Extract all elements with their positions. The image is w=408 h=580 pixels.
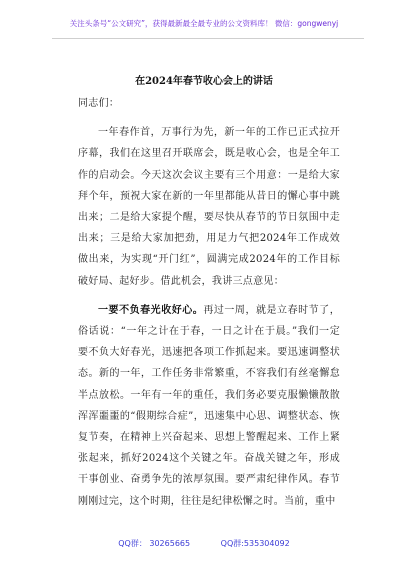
page-header-banner: 关注头条号“公文研究”，获得最新最全最专业的公文资料库！ 微信：gongwenyj — [69, 19, 339, 28]
qq-group-2: QQ群:535304092 — [220, 539, 290, 548]
page-footer — [0, 538, 408, 549]
section-1-heading: 一要不负春光收好心。 — [98, 304, 204, 316]
paragraph-section-1 — [78, 300, 340, 512]
section-1-body: 再过一周，就是立春时节了，俗话说：“一年之计在于春，一日之计在于晨。”我们一定要不负大好春光，迅速把各项工作抓起来。要迅速调整状态。新的一年，工作任务非常繁重，不容我们有丝毫懈怠半点放松。一年有一年的重任，我们务必要克服懒懒散散浑浑噩噩的“假期综合症”，迅速集中心思、调整状态、恢复节奏，在精神上兴奋起来、思想上警醒起来、工作上紧张起来，抓好2024这个关键之年。奋战关键之年，形成干事创业、奋勇争先的浓厚氛围。要严肃纪律作风。春节刚刚过完，这个时期，往往是纪律松懈之时。当前，重中 — [78, 304, 341, 507]
salutation: 同志们： — [78, 98, 120, 109]
header-divider — [52, 38, 364, 39]
document-body — [78, 93, 340, 512]
document-title: 在2024年春节收心会上的讲话 — [135, 76, 273, 87]
paragraph-intro: 一年春作首，万事行为先，新一年的工作已正式拉开序幕，我们在这里召开联席会，既是收心会，也是全年工作的启动会。今天这次会议主要有三个用意：一是给大家拜个年，预祝大家在新的一年里都能从昔日的懈心事中跳出来；二是给大家提个醒，要尽快从春节的节日氛围中走出来；三是给大家加把劲，用足力气把2024年工作成效做出来，为实现“开门红”，圆满完成2024年的工作目标破好局、起好步。借此机会，我讲三点意见： — [78, 127, 340, 287]
qq-group-1: QQ群： 30265665 — [118, 539, 191, 548]
